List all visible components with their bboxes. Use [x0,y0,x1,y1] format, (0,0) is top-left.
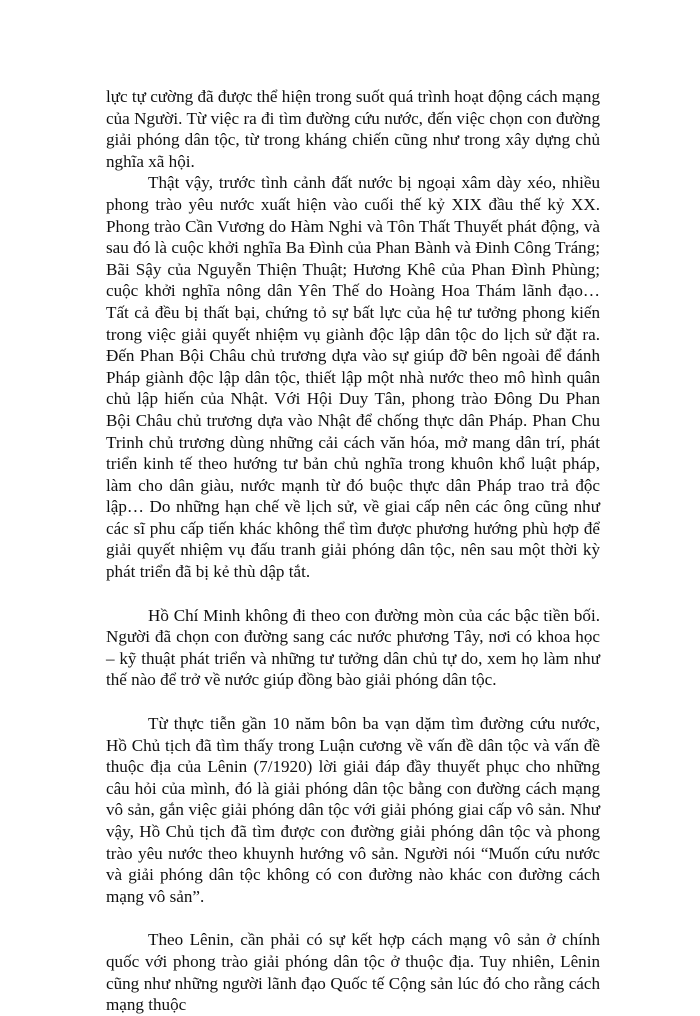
paragraph-4: Từ thực tiễn gần 10 năm bôn ba vạn dặm tìm đường cứu nước, Hồ Chủ tịch đã tìm thấy trong Luận cương về vấn đề dân tộc và vấn đề thuộc địa của Lênin (7/1920) lời giải đáp đầy thuyết phục cho những câu hỏi của mình, đó là giải phóng dân tộc bằng con đường cách mạng vô sản, gắn việc giải phóng dân tộc với giải phóng giai cấp vô sản. Như vậy, Hồ Chủ tịch đã tìm được con đường giải phóng dân tộc và phong trào yêu nước theo khuynh hướng vô sản. Người nói “Muốn cứu nước và giải phóng dân tộc không có con đường nào khác con đường cách mạng vô sản”. [106,714,600,906]
paragraph-2: Thật vậy, trước tình cảnh đất nước bị ngoại xâm dày xéo, nhiều phong trào yêu nước xuất hiện vào cuối thế kỷ XIX đầu thế kỷ XX. Phong trào Cần Vương do Hàm Nghi và Tôn Thất Thuyết phát động, và sau đó là cuộc khởi nghĩa Ba Đình của Phan Bành và Đinh Công Tráng; Bãi Sậy của Nguyễn Thiện Thuật; Hương Khê của Phan Đình Phùng; cuộc khởi nghĩa nông dân Yên Thế do Hoàng Hoa Thám lãnh đạo… Tất cả đều bị thất bại, chứng tỏ sự bất lực của hệ tư tưởng phong kiến trong việc giải quyết nhiệm vụ giành độc lập dân tộc do lịch sử đặt ra. Đến Phan Bội Châu chủ trương dựa vào sự giúp đỡ bên ngoài để đánh Pháp giành độc lập dân tộc, thiết lập một nhà nước theo mô hình quân chủ lập hiến của Nhật. Với Hội Duy Tân, phong trào Đông Du Phan Bội Châu chủ trương dựa vào Nhật để chống thực dân Pháp. Phan Chu Trinh chủ trương dùng những cải cách văn hóa, mở mang dân trí, phát triển kinh tế theo hướng tư bản chủ nghĩa trong khuôn khổ luật pháp, làm cho dân giàu, nước mạnh từ đó buộc thực dân Pháp trao trả độc lập… Do những hạn chế về lịch sử, về giai cấp nên các ông cũng như các sĩ phu cấp tiến khác không thể tìm được phương hướng phù hợp để giải quyết nhiệm vụ đấu tranh giải phóng dân tộc, nên sau một thời kỳ phát triển đã bị kẻ thù dập tắt. [106,173,600,582]
paragraph-3: Hồ Chí Minh không đi theo con đường mòn của các bậc tiền bối. Người đã chọn con đường sang các nước phương Tây, nơi có khoa học – kỹ thuật phát triển và những tư tưởng dân chủ tự do, xem họ làm như thế nào để trở về nước giúp đồng bào giải phóng dân tộc. [106,605,600,690]
paragraph-1: lực tự cường đã được thể hiện trong suốt quá trình hoạt động cách mạng của Người. Từ việc ra đi tìm đường cứu nước, đến việc chọn con đường giải phóng dân tộc, từ trong kháng chiến cũng như trong xây dựng chủ nghĩa xã hội. [106,87,600,171]
paragraph-5: Theo Lênin, cần phải có sự kết hợp cách mạng vô sản ở chính quốc với phong trào giải phóng dân tộc ở thuộc địa. Tuy nhiên, Lênin cũng như những người lãnh đạo Quốc tế Cộng sản lúc đó cho rằng cách mạng thuộc [106,930,600,1015]
document-page [106,86,600,1016]
